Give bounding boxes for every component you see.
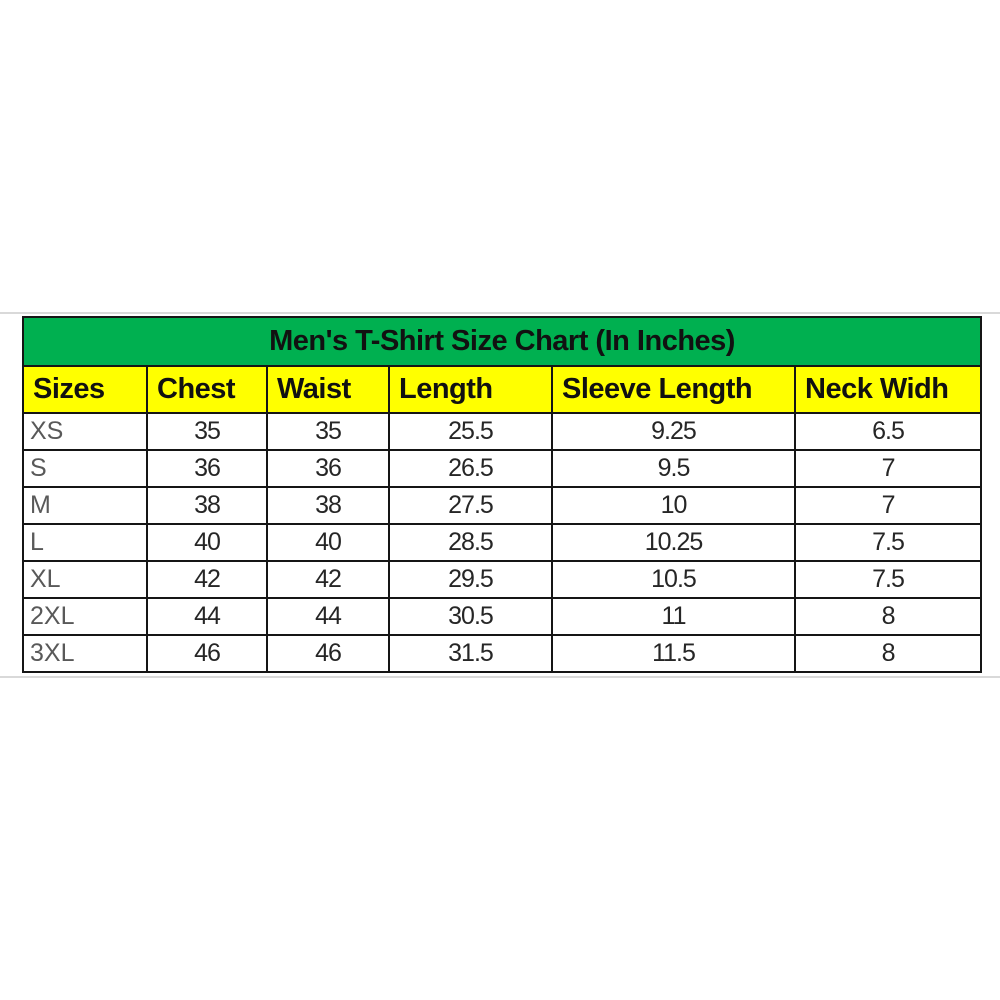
column-header-sleeve-length: Sleeve Length bbox=[552, 366, 795, 413]
size-label-cell: M bbox=[23, 487, 147, 524]
waist-value-cell: 46 bbox=[267, 635, 389, 672]
table-row-xs bbox=[23, 413, 981, 450]
neck-width-value-cell: 6.5 bbox=[795, 413, 981, 450]
waist-value-cell: 40 bbox=[267, 524, 389, 561]
spreadsheet-gridline-top bbox=[0, 312, 1000, 314]
table-row-m bbox=[23, 487, 981, 524]
table-row-s bbox=[23, 450, 981, 487]
size-label-cell: S bbox=[23, 450, 147, 487]
size-label-cell: XL bbox=[23, 561, 147, 598]
column-header-neck-width: Neck Widh bbox=[795, 366, 981, 413]
chest-value-cell: 46 bbox=[147, 635, 267, 672]
length-value-cell: 26.5 bbox=[389, 450, 552, 487]
table-row-xl bbox=[23, 561, 981, 598]
size-label-cell: 3XL bbox=[23, 635, 147, 672]
neck-width-value-cell: 8 bbox=[795, 635, 981, 672]
waist-value-cell: 42 bbox=[267, 561, 389, 598]
chest-value-cell: 38 bbox=[147, 487, 267, 524]
length-value-cell: 28.5 bbox=[389, 524, 552, 561]
column-header-length: Length bbox=[389, 366, 552, 413]
sleeve-length-value-cell: 11 bbox=[552, 598, 795, 635]
sleeve-length-value-cell: 10.5 bbox=[552, 561, 795, 598]
table-row-3xl bbox=[23, 635, 981, 672]
waist-value-cell: 38 bbox=[267, 487, 389, 524]
neck-width-value-cell: 8 bbox=[795, 598, 981, 635]
waist-value-cell: 35 bbox=[267, 413, 389, 450]
table-header-row bbox=[23, 366, 981, 413]
sleeve-length-value-cell: 9.25 bbox=[552, 413, 795, 450]
neck-width-value-cell: 7.5 bbox=[795, 524, 981, 561]
length-value-cell: 31.5 bbox=[389, 635, 552, 672]
column-header-chest: Chest bbox=[147, 366, 267, 413]
length-value-cell: 29.5 bbox=[389, 561, 552, 598]
sleeve-length-value-cell: 10.25 bbox=[552, 524, 795, 561]
size-label-cell: XS bbox=[23, 413, 147, 450]
spreadsheet-gridline-bottom bbox=[0, 676, 1000, 678]
chest-value-cell: 42 bbox=[147, 561, 267, 598]
chest-value-cell: 40 bbox=[147, 524, 267, 561]
sleeve-length-value-cell: 11.5 bbox=[552, 635, 795, 672]
table-title: Men's T-Shirt Size Chart (In Inches) bbox=[23, 317, 981, 366]
column-header-waist: Waist bbox=[267, 366, 389, 413]
sleeve-length-value-cell: 9.5 bbox=[552, 450, 795, 487]
table-row-l bbox=[23, 524, 981, 561]
size-label-cell: 2XL bbox=[23, 598, 147, 635]
column-header-sizes: Sizes bbox=[23, 366, 147, 413]
length-value-cell: 27.5 bbox=[389, 487, 552, 524]
table-row-2xl bbox=[23, 598, 981, 635]
neck-width-value-cell: 7.5 bbox=[795, 561, 981, 598]
size-chart-table bbox=[22, 316, 982, 673]
chest-value-cell: 36 bbox=[147, 450, 267, 487]
chest-value-cell: 44 bbox=[147, 598, 267, 635]
length-value-cell: 30.5 bbox=[389, 598, 552, 635]
waist-value-cell: 44 bbox=[267, 598, 389, 635]
size-label-cell: L bbox=[23, 524, 147, 561]
length-value-cell: 25.5 bbox=[389, 413, 552, 450]
waist-value-cell: 36 bbox=[267, 450, 389, 487]
table-title-row bbox=[23, 317, 981, 366]
chest-value-cell: 35 bbox=[147, 413, 267, 450]
neck-width-value-cell: 7 bbox=[795, 450, 981, 487]
neck-width-value-cell: 7 bbox=[795, 487, 981, 524]
sleeve-length-value-cell: 10 bbox=[552, 487, 795, 524]
